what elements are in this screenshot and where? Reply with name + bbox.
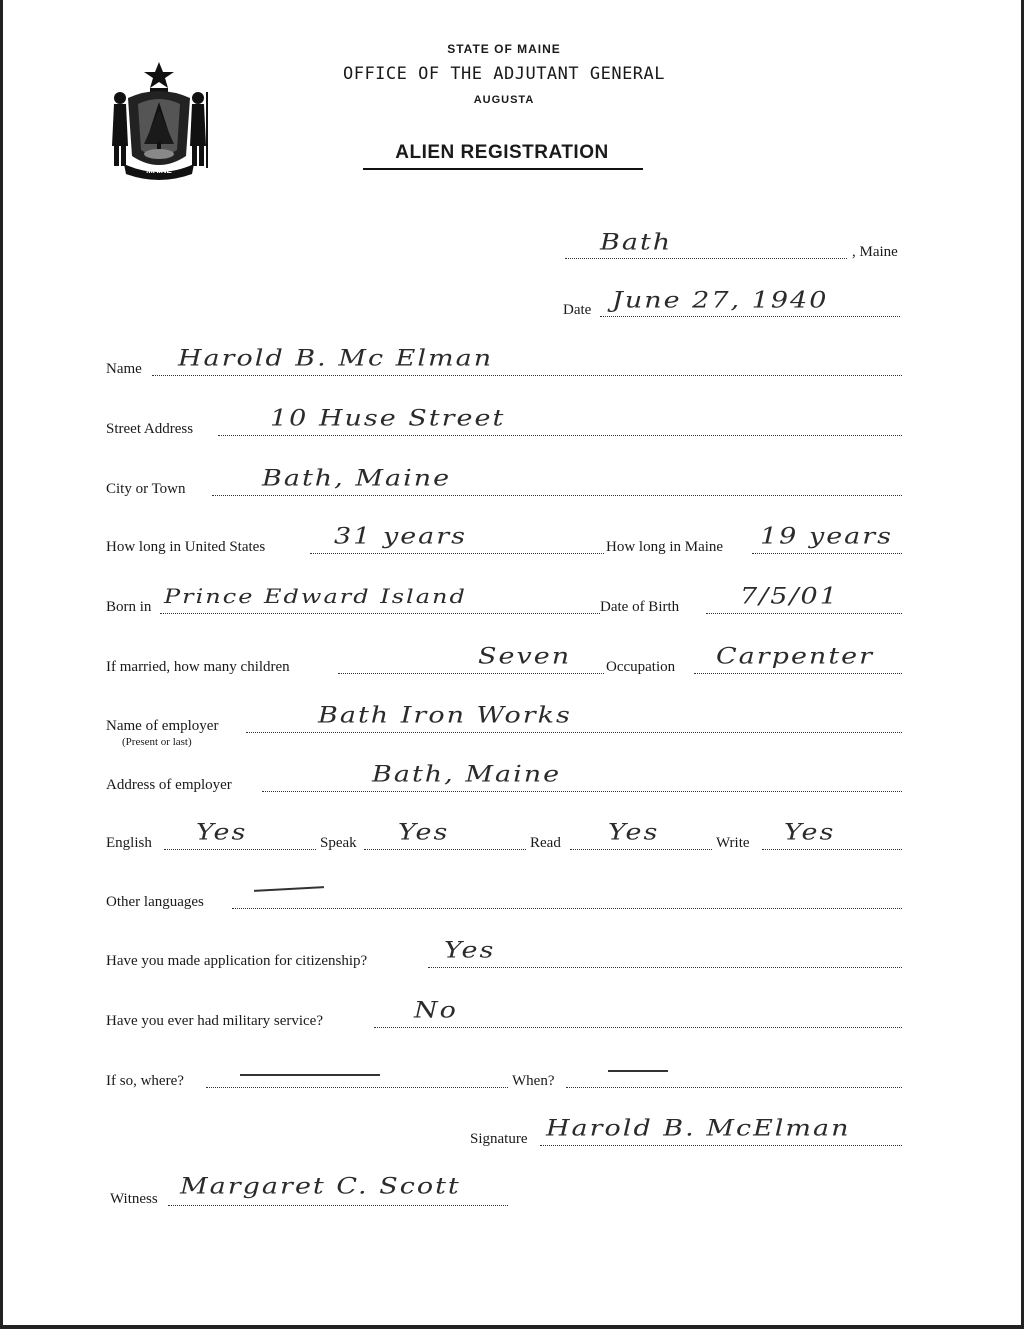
where-label: If so, where? — [106, 1073, 184, 1089]
street-address-label: Street Address — [106, 421, 194, 437]
military-value: No — [414, 997, 458, 1023]
occupation-value: Carpenter — [716, 643, 875, 669]
employer-value: Bath Iron Works — [318, 702, 572, 728]
born-in-label: Born in — [106, 599, 152, 615]
name-line — [152, 375, 902, 376]
name-label: Name — [106, 361, 142, 377]
born-in-value: Prince Edward Island — [164, 585, 467, 608]
date-of-birth-value: 7/5/01 — [740, 583, 839, 609]
how-long-us-label: How long in United States — [106, 539, 266, 555]
when-dash — [608, 1070, 668, 1072]
children-label: If married, how many children — [106, 659, 290, 675]
when-line — [566, 1087, 902, 1088]
scan-edge-bottom — [0, 1325, 1024, 1329]
name-value: Harold B. Mc Elman — [178, 345, 494, 371]
street-address-line — [218, 435, 902, 436]
date-of-birth-line — [706, 613, 902, 614]
english-value: Yes — [196, 819, 248, 845]
seal-text: MAINE — [146, 166, 172, 175]
scan-edge-left — [0, 0, 3, 1329]
title-underline — [363, 168, 643, 170]
witness-line — [168, 1205, 508, 1206]
english-line — [164, 849, 316, 850]
city-value: Bath, Maine — [262, 465, 452, 491]
employer-sublabel: (Present or last) — [122, 736, 192, 748]
other-languages-line — [232, 908, 902, 909]
read-value: Yes — [608, 819, 660, 845]
header-state: STATE OF MAINE — [447, 42, 561, 56]
how-long-maine-label: How long in Maine — [606, 539, 724, 555]
how-long-maine-value: 19 years — [760, 523, 894, 549]
signature-label: Signature — [470, 1131, 528, 1147]
write-line — [762, 849, 902, 850]
citizenship-line — [428, 967, 902, 968]
children-value: Seven — [478, 643, 572, 669]
english-label: English — [106, 835, 152, 851]
where-dash — [240, 1074, 380, 1076]
date-label: Date — [563, 302, 592, 318]
citizenship-value: Yes — [444, 937, 496, 963]
city-line — [212, 495, 902, 496]
how-long-us-value: 31 years — [334, 523, 468, 549]
speak-label: Speak — [320, 835, 357, 851]
children-line — [338, 673, 604, 674]
other-languages-label: Other languages — [106, 894, 204, 910]
write-value: Yes — [784, 819, 836, 845]
maine-label: , Maine — [852, 244, 898, 260]
signature-line — [540, 1145, 902, 1146]
employer-line — [246, 732, 902, 733]
header-office: OFFICE OF THE ADJUTANT GENERAL — [342, 64, 666, 84]
military-line — [374, 1027, 902, 1028]
other-languages-dash — [254, 886, 324, 891]
date-line — [600, 316, 900, 317]
citizenship-label: Have you made application for citizenship? — [106, 953, 368, 969]
occupation-label: Occupation — [606, 659, 676, 675]
header-city: AUGUSTA — [473, 94, 535, 106]
date-value: June 27, 1940 — [612, 287, 829, 313]
witness-label: Witness — [110, 1191, 158, 1207]
speak-value: Yes — [398, 819, 450, 845]
speak-line — [364, 849, 526, 850]
read-label: Read — [530, 835, 561, 851]
when-label: When? — [512, 1073, 555, 1089]
employer-label: Name of employer — [106, 718, 219, 734]
date-of-birth-label: Date of Birth — [600, 599, 680, 615]
place-value: Bath — [600, 229, 673, 255]
employer-address-value: Bath, Maine — [372, 761, 562, 787]
where-line — [206, 1087, 508, 1088]
street-address-value: 10 Huse Street — [270, 405, 506, 431]
form-title: ALIEN REGISTRATION — [395, 142, 609, 163]
how-long-maine-line — [752, 553, 902, 554]
military-label: Have you ever had military service? — [106, 1013, 323, 1029]
born-in-line — [160, 613, 600, 614]
read-line — [570, 849, 712, 850]
signature-value: Harold B. McElman — [546, 1115, 851, 1141]
city-label: City or Town — [106, 481, 186, 497]
employer-address-label: Address of employer — [106, 777, 232, 793]
how-long-us-line — [310, 553, 604, 554]
place-line — [565, 258, 847, 259]
employer-address-line — [262, 791, 902, 792]
occupation-line — [694, 673, 902, 674]
witness-value: Margaret C. Scott — [180, 1173, 461, 1199]
write-label: Write — [716, 835, 750, 851]
